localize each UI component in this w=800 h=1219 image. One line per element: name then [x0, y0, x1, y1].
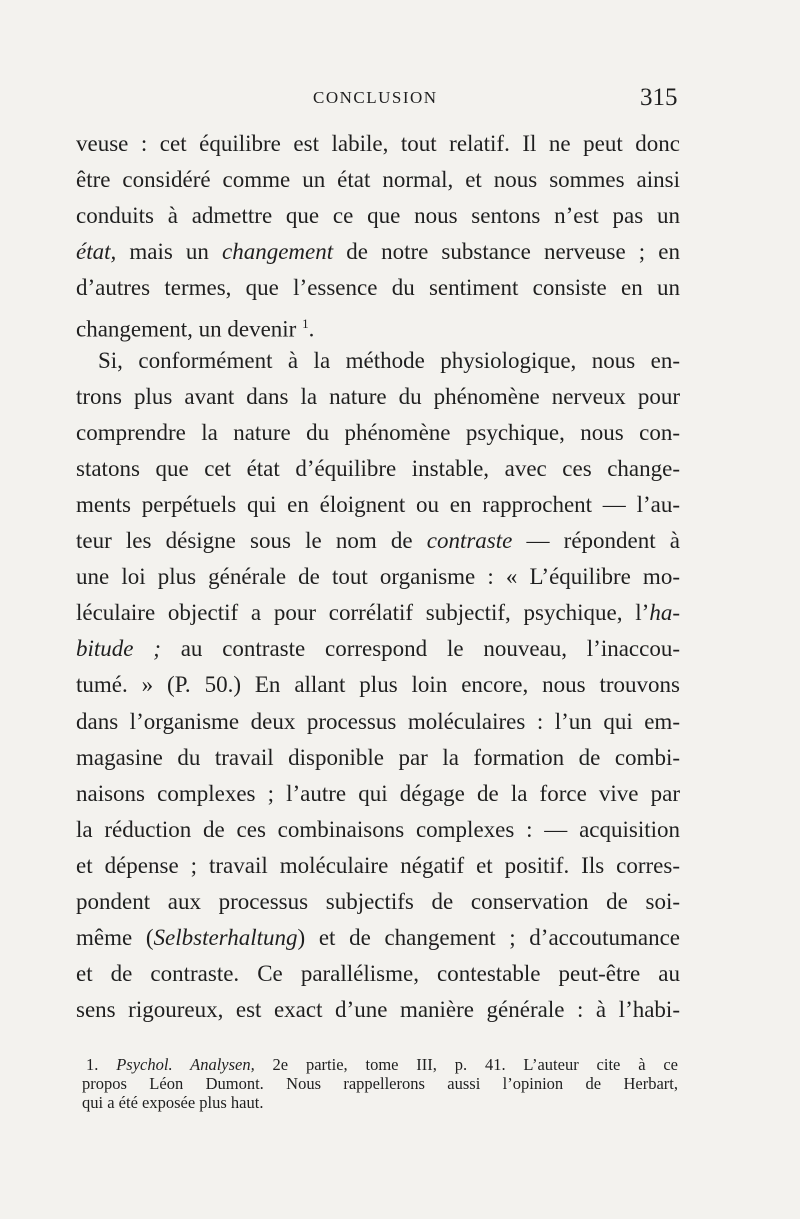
text-line: être considéré comme un état normal, et nous sommes ainsi [76, 167, 680, 193]
italic-word: contraste [426, 528, 513, 554]
text-line [76, 306, 680, 342]
text-line: et de contraste. Ce parallélisme, contestable peut-être au [76, 961, 680, 987]
footnote-number: 1. [86, 1055, 117, 1074]
text-segment: 2e partie, tome III, p. 41. L’auteur cite à ce [254, 1055, 678, 1074]
text-line: naisons complexes ; l’autre qui dégage de la force vive par [76, 780, 680, 806]
text-line: conduits à admettre que ce que nous sentons n’est pas un [76, 203, 680, 229]
text-line [76, 631, 680, 667]
text-segment: teur les désigne sous le nom de [76, 528, 427, 554]
text-segment: même ( [76, 925, 154, 951]
text-line: pondent aux processus subjectifs de conservation de soi- [76, 888, 680, 914]
text-line: une loi plus générale de tout organisme : « L’équilibre mo- [76, 564, 680, 590]
text-line: la réduction de ces combinaisons complexes : — acquisition [76, 816, 680, 842]
footnote-reference: 1 [302, 316, 309, 332]
text-segment: changement, un devenir [76, 317, 303, 343]
text-line: dans l’organisme deux processus moléculaires : l’un qui em- [76, 708, 680, 734]
text-line [76, 523, 680, 559]
text-line: magasine du travail disponible par la formation de combi- [76, 744, 680, 770]
text-segment: mais un [116, 239, 223, 265]
text-line [76, 234, 680, 270]
body-text [76, 126, 680, 1028]
text-line: d’autres termes, que l’essence du sentiment consiste en un [76, 275, 680, 301]
text-line: trons plus avant dans la nature du phénomène nerveux pour [76, 383, 680, 409]
italic-title: Psychol. Analysen, [116, 1055, 255, 1074]
text-segment: — répondent à [512, 528, 680, 554]
italic-word: bitude ; [76, 636, 161, 662]
text-line: Si, conformément à la méthode physiologique, nous en- [98, 347, 680, 373]
footnote-line: qui a été exposée plus haut. [82, 1093, 264, 1112]
italic-word: état, [76, 239, 117, 265]
text-line [76, 595, 680, 631]
text-line: tumé. » (P. 50.) En allant plus loin encore, nous trouvons [76, 672, 680, 698]
italic-word: Selbsterhaltung [153, 925, 298, 951]
running-title: CONCLUSION [313, 88, 438, 107]
footnote-line [82, 1055, 678, 1074]
text-segment: léculaire objectif a pour corrélatif subjectif, psychique, l’ [76, 600, 650, 626]
text-segment: . [308, 317, 315, 343]
footnote-line: propos Léon Dumont. Nous rappellerons aussi l’opinion de Herbart, [82, 1074, 678, 1093]
text-line: comprendre la nature du phénomène psychique, nous con- [76, 419, 680, 445]
text-line: statons que cet état d’équilibre instable, avec ces change- [76, 455, 680, 481]
text-line: sens rigoureux, est exact d’une manière générale : à l’habi- [76, 997, 680, 1023]
text-line: ments perpétuels qui en éloignent ou en rapprochent — l’au- [76, 491, 680, 517]
page-number: 315 [640, 84, 678, 111]
text-segment: de notre substance nerveuse ; en [333, 239, 680, 265]
italic-word: changement [222, 239, 334, 265]
text-segment: ) et de changement ; d’accoutumance [297, 925, 680, 951]
text-segment: au contraste correspond le nouveau, l’inaccou- [160, 636, 680, 662]
text-line: et dépense ; travail moléculaire négatif et positif. Ils corres- [76, 852, 680, 878]
italic-word: ha- [649, 600, 680, 626]
text-line [76, 920, 680, 956]
footnotes [82, 1055, 678, 1112]
text-line: veuse : cet équilibre est labile, tout relatif. Il ne peut donc [76, 131, 680, 156]
page-header [0, 84, 800, 116]
